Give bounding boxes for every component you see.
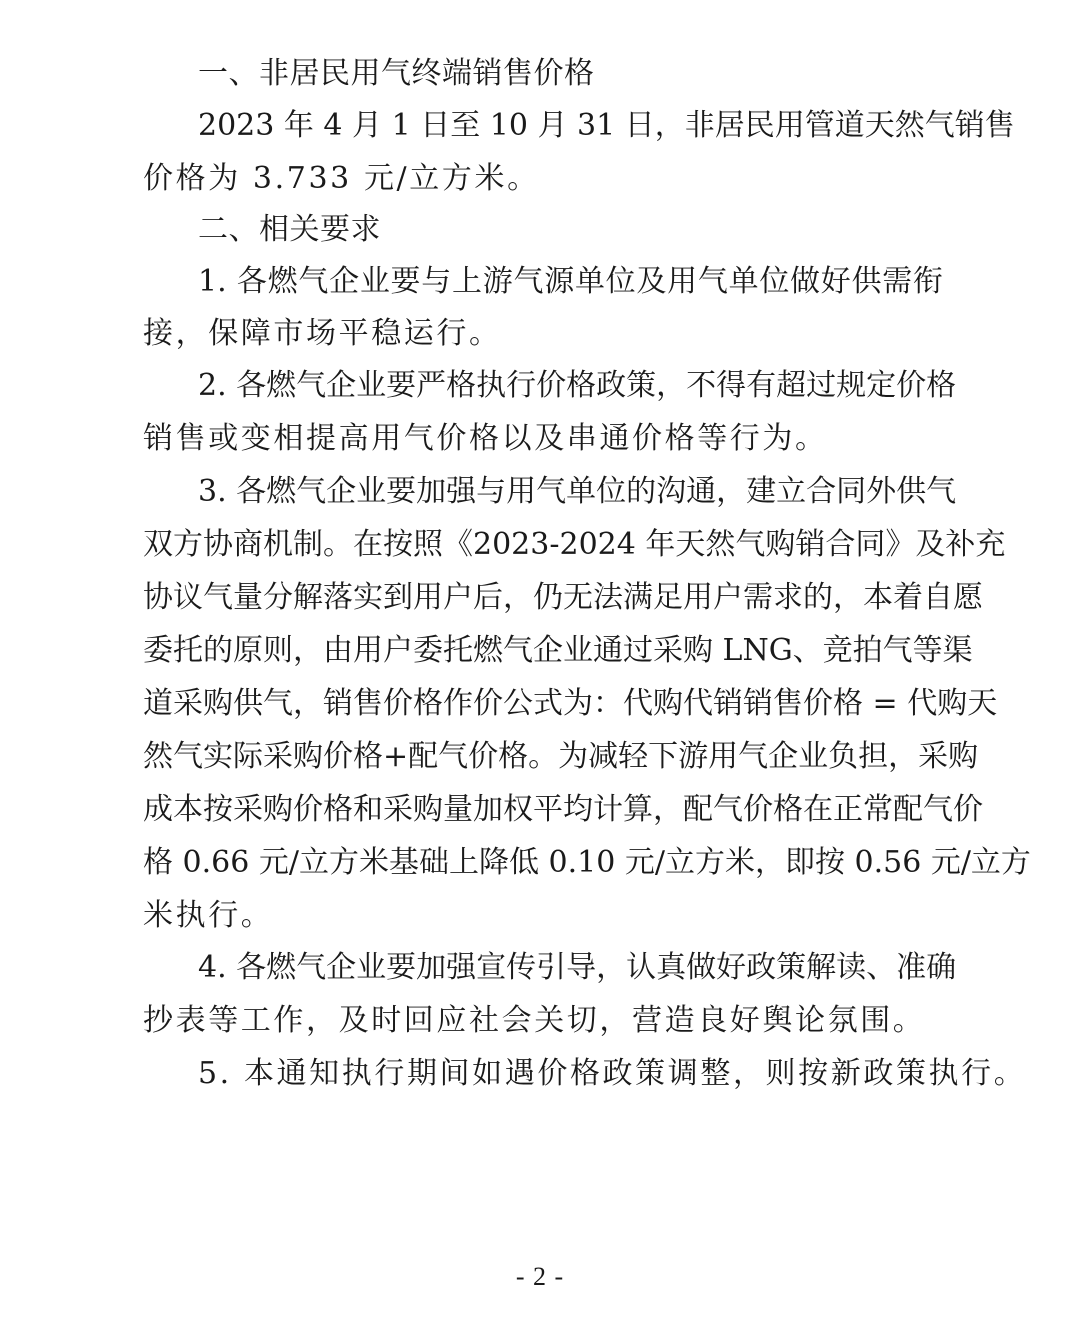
list-item-2-line: 2. 各燃气企业要严格执行价格政策，不得有超过规定价格 [198, 368, 957, 403]
list-item-3-line: 双方协商机制。在按照《2023-2024 年天然气购销合同》及补充 [143, 527, 1006, 562]
list-item-3-line: 道采购供气，销售价格作价公式为：代购代销销售价格 = 代购天 [143, 686, 998, 721]
list-item-3-line: 协议气量分解落实到用户后，仍无法满足用户需求的，本着自愿 [143, 580, 983, 615]
section-heading-1: 一、非居民用气终端销售价格 [198, 56, 595, 91]
list-item-4-line: 4. 各燃气企业要加强宣传引导，认真做好政策解读、准确 [198, 950, 957, 985]
list-item-3-line: 成本按采购价格和采购量加权平均计算，配气价格在正常配气价 [143, 792, 983, 827]
list-item-5-line: 5. 本通知执行期间如遇价格政策调整，则按新政策执行。 [198, 1056, 1027, 1091]
list-item-1-line: 1. 各燃气企业要与上游气源单位及用气单位做好供需衔 [198, 264, 943, 299]
list-item-4-line: 抄表等工作，及时回应社会关切，营造良好舆论氛围。 [143, 1003, 926, 1038]
page-number: - 2 - [515, 1262, 565, 1291]
list-item-1-line: 接，保障市场平稳运行。 [143, 316, 502, 351]
list-item-3-line: 3. 各燃气企业要加强与用气单位的沟通，建立合同外供气 [198, 474, 957, 509]
paragraph-line: 价格为 3.733 元/立方米。 [143, 161, 540, 196]
list-item-2-line: 销售或变相提高用气价格以及串通价格等行为。 [143, 421, 828, 456]
list-item-3-line: 然气实际采购价格+配气价格。为减轻下游用气企业负担，采购 [143, 739, 979, 774]
list-item-3-line: 米执行。 [143, 898, 274, 933]
section-heading-2: 二、相关要求 [198, 212, 381, 247]
paragraph-line: 2023 年 4 月 1 日至 10 月 31 日，非居民用管道天然气销售 [198, 108, 1015, 143]
list-item-3-line: 格 0.66 元/立方米基础上降低 0.10 元/立方米，即按 0.56 元/立方 [143, 845, 1031, 880]
list-item-3-line: 委托的原则，由用户委托燃气企业通过采购 LNG、竞拍气等渠 [143, 633, 973, 668]
